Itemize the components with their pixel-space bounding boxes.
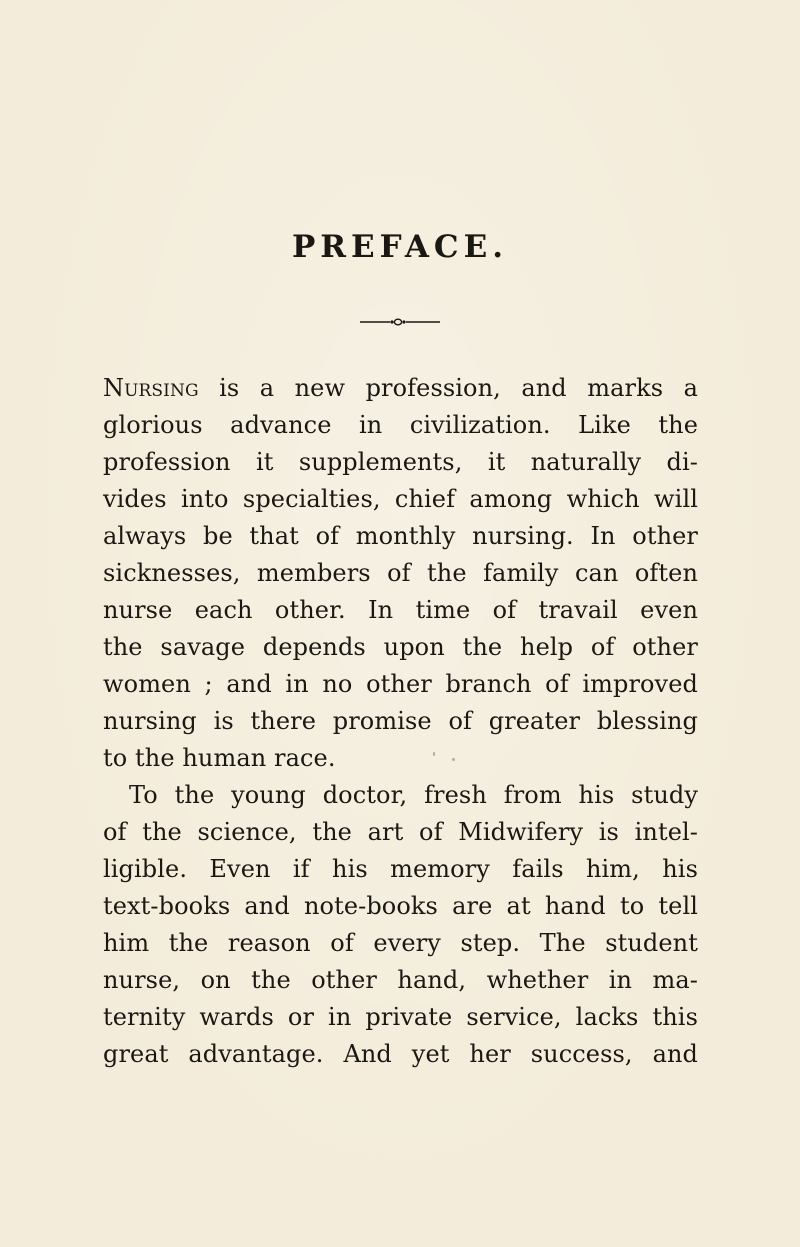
- title-ornament-divider: [360, 316, 440, 328]
- text-line: women ; and in no other branch of improved: [103, 670, 698, 698]
- text-line: great advantage. And yet her success, and: [103, 1040, 698, 1068]
- text-line: To the young doctor, fresh from his study: [129, 781, 698, 809]
- text-line: profession it supplements, it naturally di-: [103, 448, 698, 476]
- text-line: nurse, on the other hand, whether in ma-: [103, 966, 698, 994]
- text-line: ternity wards or in private service, lacks this: [103, 1003, 698, 1031]
- text-line: nurse each other. In time of travail even: [103, 596, 698, 624]
- text-line: the savage depends upon the help of other: [103, 633, 698, 661]
- text-line: glorious advance in civilization. Like the: [103, 411, 698, 439]
- text-line: him the reason of every step. The student: [103, 929, 698, 957]
- text-line: to the human race.: [103, 744, 336, 772]
- text-line: sicknesses, members of the family can often: [103, 559, 698, 587]
- paper-speck: [452, 758, 455, 761]
- text-line: text-books and note-books are at hand to tell: [103, 892, 698, 920]
- text-line: [103, 368, 698, 408]
- line-text: is a new profession, and marks a: [198, 374, 698, 402]
- text-line: vides into specialties, chief among which will: [103, 485, 698, 513]
- paper-speck: [433, 752, 435, 756]
- page-title: PREFACE.: [291, 229, 509, 265]
- text-line: nursing is there promise of greater blessing: [103, 707, 698, 735]
- text-line: always be that of monthly nursing. In other: [103, 522, 698, 550]
- text-line: of the science, the art of Midwifery is intel-: [103, 818, 698, 846]
- lead-word: Nursing: [103, 374, 199, 402]
- text-line: ligible. Even if his memory fails him, his: [103, 855, 698, 883]
